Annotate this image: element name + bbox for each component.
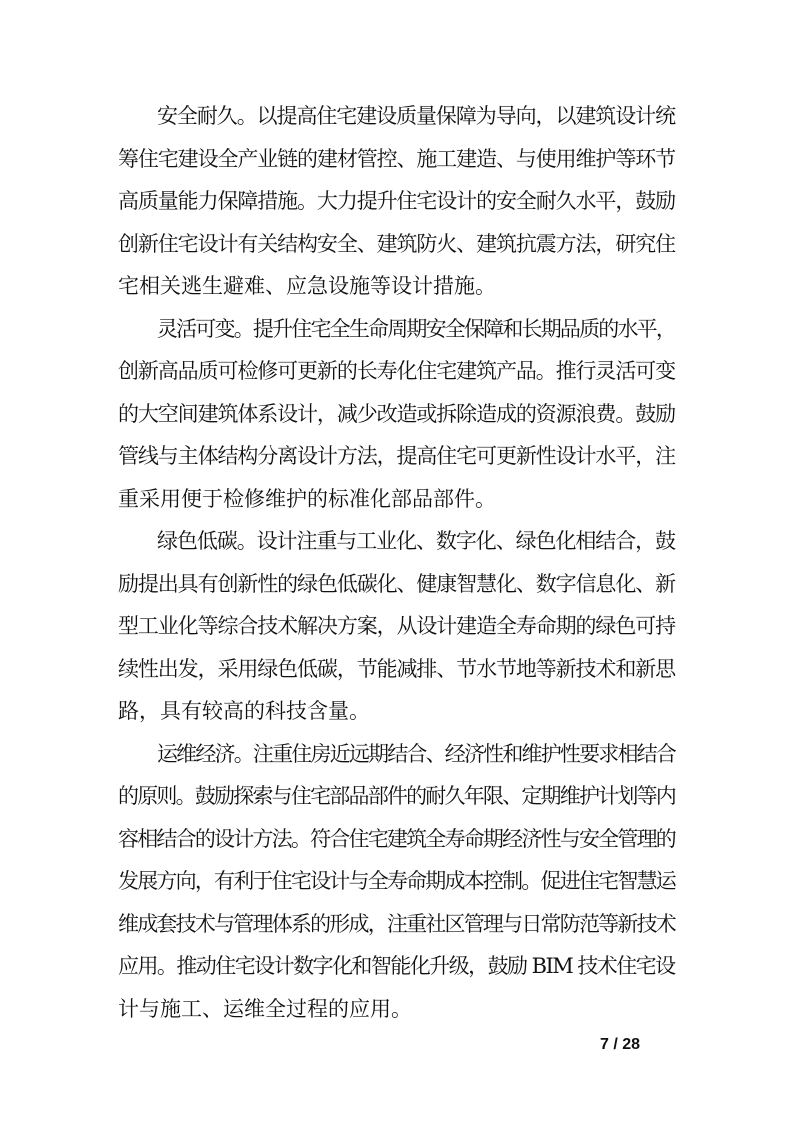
paragraph-2-line-2: 创新高品质可检修可更新的长寿化住宅建筑产品。推行灵活可变 [118, 359, 675, 383]
paragraph-2-line-4: 管线与主体结构分离设计方法，提高住宅可更新性设计水平，注 [118, 444, 675, 468]
paragraph-1-line-2: 筹住宅建设全产业链的建材管控、施工建造、与使用维护等环节 [118, 146, 675, 171]
paragraph-4-line-2: 的原则。鼓励探索与住宅部品部件的耐久年限、定期维护计划等内 [118, 784, 675, 808]
paragraph-2-line-5: 重采用便于检修维护的标准化部品部件。 [118, 486, 496, 511]
paragraph-4-line-6: 应用。推动住宅设计数字化和智能化升级，鼓励 BIM 技术住宅设 [118, 954, 675, 978]
paragraph-3-line-3: 型工业化等综合技术解决方案，从设计建造全寿命期的绿色可持 [118, 614, 675, 638]
paragraph-3-line-1: 绿色低碳。设计注重与工业化、数字化、绿色化相结合，鼓 [157, 529, 675, 553]
paragraph-3-line-2: 励提出具有创新性的绿色低碳化、健康智慧化、数字信息化、新 [118, 571, 675, 596]
paragraph-1-line-5: 宅相关逃生避难、应急设施等设计措施。 [118, 274, 496, 298]
paragraph-3-line-4: 续性出发，采用绿色低碳，节能减排、节水节地等新技术和新思 [118, 656, 675, 681]
paragraph-4-line-4: 发展方向，有利于住宅设计与全寿命期成本控制。促进住宅智慧运 [118, 869, 675, 893]
paragraph-1-line-1: 安全耐久。以提高住宅建设质量保障为导向，以建筑设计统 [157, 104, 675, 128]
paragraph-4-line-1: 运维经济。注重住房近远期结合、经济性和维护性要求相结合 [157, 741, 675, 766]
paragraph-1-line-4: 创新住宅设计有关结构安全、建筑防火、建筑抗震方法，研究住 [118, 231, 675, 256]
paragraph-2-line-3: 的大空间建筑体系设计，减少改造或拆除造成的资源浪费。鼓励 [118, 401, 675, 426]
paragraph-3-line-5: 路，具有较高的科技含量。 [118, 699, 370, 723]
paragraph-4-line-5: 维成套技术与管理体系的形成，注重社区管理与日常防范等新技术 [118, 911, 675, 936]
paragraph-1-line-3: 高质量能力保障措施。大力提升住宅设计的安全耐久水平，鼓励 [118, 189, 675, 213]
paragraph-4-line-3: 容相结合的设计方法。符合住宅建筑全寿命期经济性与安全管理的 [118, 826, 675, 851]
page-number: 7 / 28 [600, 1035, 641, 1053]
paragraph-2-line-1: 灵活可变。提升住宅全生命周期安全保障和长期品质的水平， [157, 316, 675, 341]
paragraph-4-line-7: 计与施工、运维全过程的应用。 [118, 996, 412, 1021]
